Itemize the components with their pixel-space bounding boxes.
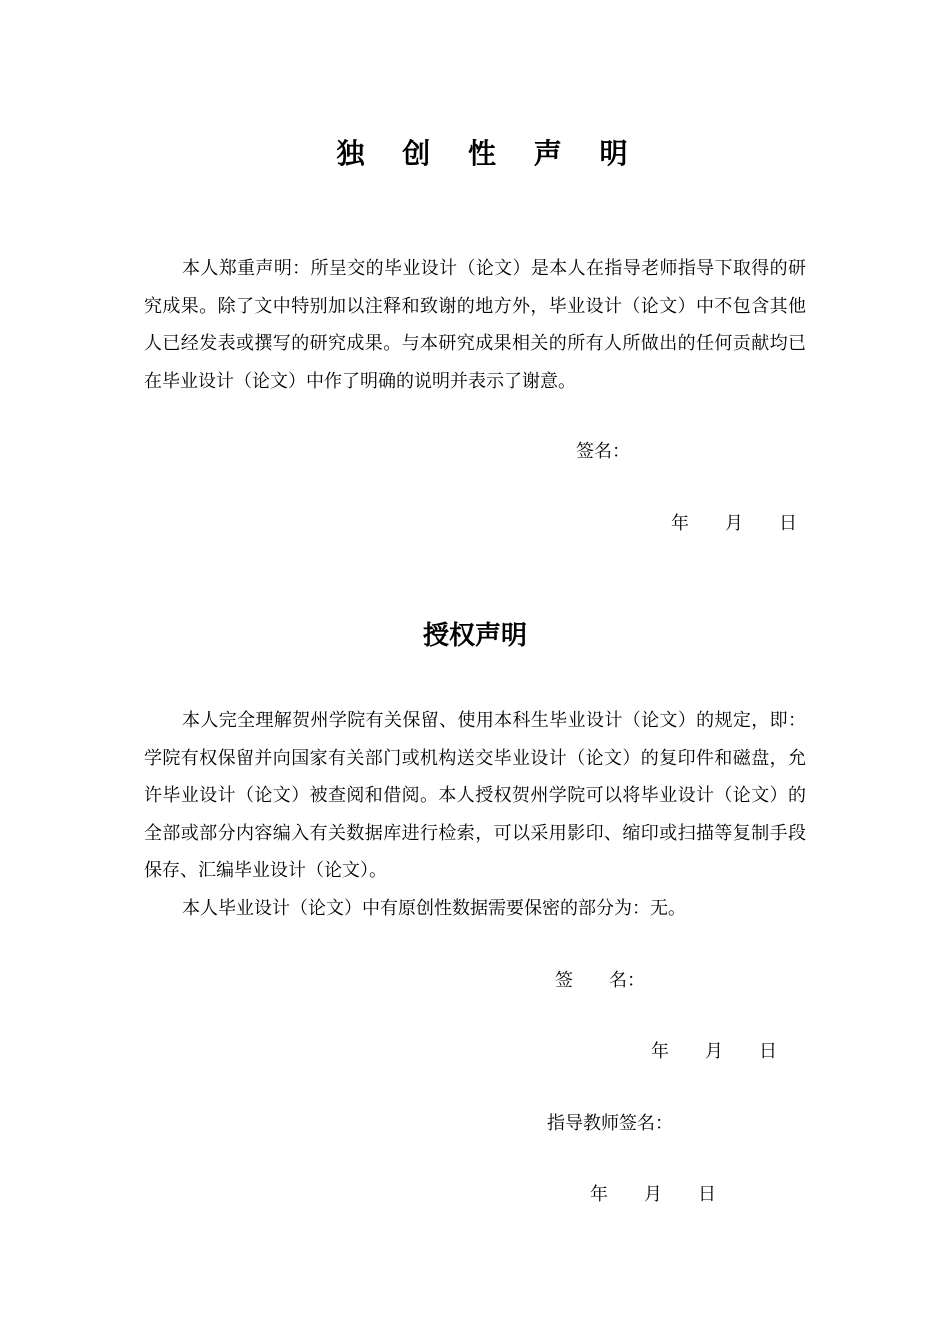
authorization-body: 本人完全理解贺州学院有关保留、使用本科生毕业设计（论文）的规定，即：学院有权保留并向国家有关部门或机构送交毕业设计（论文）的复印件和磁盘，允许毕业设计（论文）被查阅和借阅。本人授权贺州学院可以将毕业设计（论文）的全部或部分内容编入有关数据库进行检索，可以采用影印、缩印或扫描等复制手段保存、汇编毕业设计（论文）。 (144, 710, 806, 881)
originality-date-line: 年 月 日 (671, 513, 797, 534)
originality-body: 本人郑重声明：所呈交的毕业设计（论文）是本人在指导老师指导下取得的研究成果。除了文中特别加以注释和致谢的地方外，毕业设计（论文）中不包含其他人已经发表或撰写的研究成果。与本研究成果相关的所有人所做出的任何贡献均已在毕业设计（论文）中作了明确的说明并表示了谢意。 (144, 258, 806, 392)
authorization-date-line: 年 月 日 (651, 1041, 777, 1062)
confidential-statement: 本人毕业设计（论文）中有原创性数据需要保密的部分为：无。 (182, 898, 686, 919)
advisor-date-line: 年 月 日 (590, 1184, 716, 1205)
originality-title: 独 创 性 声 明 (336, 137, 642, 170)
authorization-signature-label: 签 名： (555, 970, 645, 991)
advisor-signature-label: 指导教师签名： (547, 1113, 673, 1134)
authorization-title: 授权声明 (422, 621, 527, 651)
originality-signature-label: 签名： (576, 441, 630, 462)
